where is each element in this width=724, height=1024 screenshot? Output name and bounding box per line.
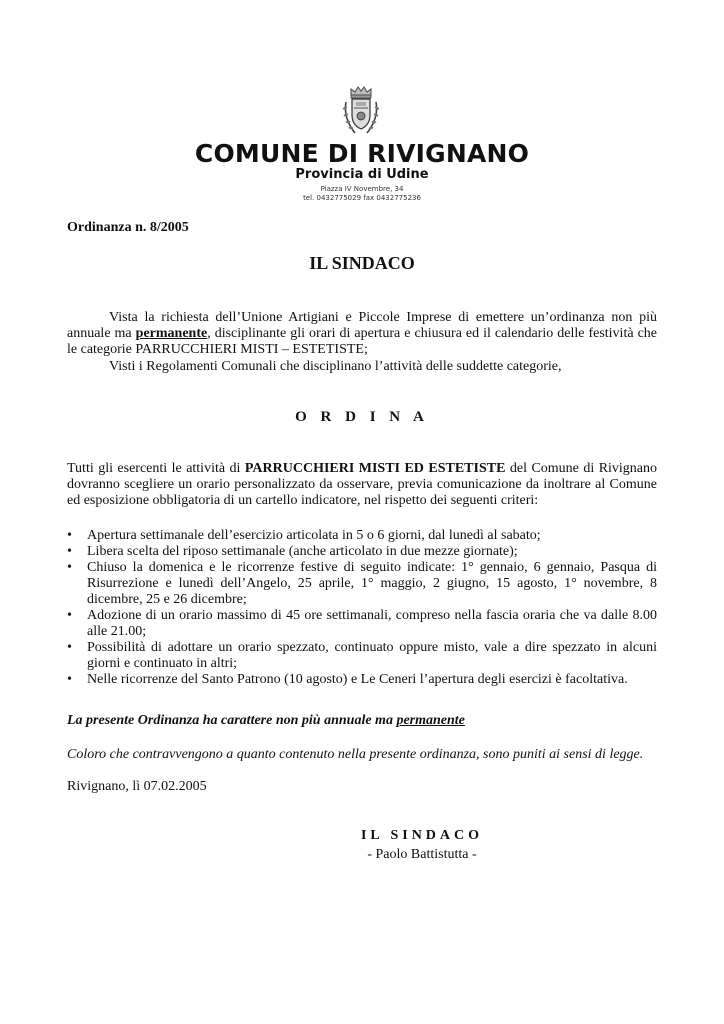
coat-of-arms-icon	[340, 86, 382, 138]
body-text-start: Tutti gli esercenti le attività di	[67, 461, 245, 476]
preamble-text-start: Vista la richiesta dell’Unione Artigiani e Piccole Imprese di emettere un’ordinanza non più annuale ma	[67, 310, 657, 341]
list-item: • Possibilità di adottare un orario spezzato, continuato oppure misto, vale a dire spezzato in alcuni giorni e continuato in altri;	[67, 640, 657, 672]
contact-line: tel. 0432775029 fax 0432775236	[303, 194, 421, 202]
criteria-list	[67, 528, 657, 688]
notice-emphasis: permanente	[396, 713, 465, 728]
signature-name: - Paolo Battistutta -	[367, 847, 477, 862]
list-item: • Apertura settimanale dell’esercizio articolata in 5 o 6 giorni, dal lunedì al sabato;	[67, 528, 657, 544]
list-item: • Libera scelta del riposo settimanale (anche articolato in due mezze giornate);	[67, 544, 657, 560]
body-paragraph	[67, 461, 657, 509]
ordinance-number: Ordinanza n. 8/2005	[67, 220, 189, 235]
penalty-notice: Coloro che contravvengono a quanto contenuto nella presente ordinanza, sono puniti ai sensi di legge.	[67, 747, 644, 762]
notice-text: La presente Ordinanza ha carattere non più annuale ma	[67, 713, 397, 728]
province-name: Provincia di Udine	[295, 167, 429, 182]
body-text-end: del Comune di Rivignano dovranno scegliere un orario personalizzato da osservare, previa comunicazione da inoltrare al Comune ed esposizione obbligatoria di un cartello indicatore, nel rispetto dei seguenti criteri:	[67, 461, 658, 508]
preamble-paragraph-1	[67, 310, 657, 358]
list-item: • Chiuso la domenica e le ricorrenze festive di seguito indicate: 1° gennaio, 6 gennaio, Pasqua di Risurrezione e lunedì dell’Angelo, 25 aprile, 1° maggio, 2 giugno, 15 agosto, 1° novembre, 8 dicembre, 25 e 26 dicembre;	[67, 560, 657, 608]
permanent-notice	[67, 713, 657, 729]
preamble-paragraph-2: Visti i Regolamenti Comunali che disciplinano l’attività delle suddette categorie,	[109, 359, 562, 374]
categories-bold: PARRUCCHIERI MISTI ED ESTETISTE	[244, 461, 506, 476]
address-line: Piazza IV Novembre, 34	[320, 185, 404, 193]
signature-title: IL SINDACO	[360, 828, 484, 843]
municipality-title: COMUNE DI RIVIGNANO	[194, 139, 530, 168]
place-date: Rivignano, lì 07.02.2005	[67, 779, 207, 794]
list-item: • Adozione di un orario massimo di 45 ore settimanali, compreso nella fascia oraria che va dalle 8.00 alle 21.00;	[67, 608, 657, 640]
list-item: • Nelle ricorrenze del Santo Patrono (10 agosto) e Le Ceneri l’apertura degli esercizi è facoltativa.	[67, 672, 657, 688]
permanent-emphasis: permanente	[135, 326, 208, 341]
ordina-heading: O R D I N A	[295, 409, 429, 425]
mayor-heading: IL SINDACO	[309, 253, 415, 273]
preamble-text-end: , disciplinante gli orari di apertura e chiusura ed il calendario delle festività che le categorie PARRUCCHIERI MISTI – ESTETISTE;	[67, 326, 657, 357]
